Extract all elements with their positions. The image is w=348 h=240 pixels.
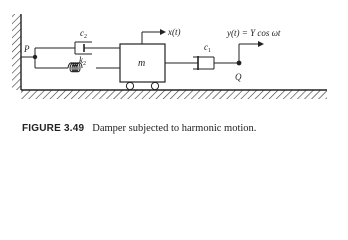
label-mass: m	[138, 58, 146, 69]
figure-number: FIGURE 3.49	[22, 123, 85, 134]
displacement-y-arrow	[239, 41, 264, 63]
spring-k2	[35, 57, 120, 72]
wheels	[126, 82, 158, 89]
caption-text: Damper subjected to harmonic motion.	[92, 123, 257, 134]
label-p: P	[24, 44, 30, 54]
label-x: x(t)	[168, 27, 181, 37]
label-k2: $k_2$	[79, 55, 86, 67]
displacement-x-arrow	[142, 29, 166, 44]
label-y: y(t) = Y cos ωt	[227, 28, 281, 38]
damper-c1	[165, 56, 239, 70]
fixed-wall	[12, 14, 21, 90]
figure-caption	[22, 118, 342, 136]
ground	[21, 90, 327, 99]
label-c2: $c_2$	[80, 28, 87, 40]
damper-c2	[35, 42, 120, 57]
label-q: Q	[235, 72, 242, 82]
label-c1: $c_1$	[204, 42, 211, 54]
